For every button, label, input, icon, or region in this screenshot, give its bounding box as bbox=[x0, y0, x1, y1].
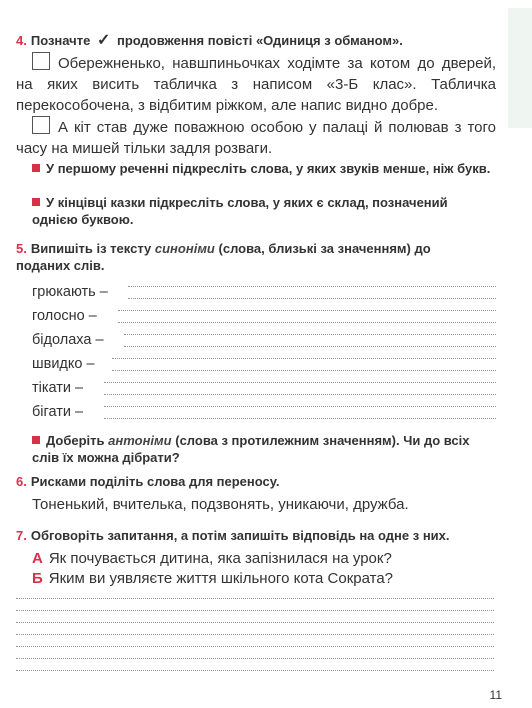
answer-line[interactable] bbox=[16, 658, 494, 659]
task-4-subtask-1 bbox=[32, 160, 492, 177]
check-mark-icon: ✓ bbox=[96, 32, 111, 49]
answer-line[interactable] bbox=[104, 418, 496, 419]
task-5-text-before: Випишіть із тексту bbox=[30, 241, 152, 256]
task-6-words: Тоненький, вчителька, подзвонять, уникаючи, дружба. bbox=[32, 496, 409, 513]
task-6-number: 6. bbox=[16, 474, 27, 489]
task-4-label-after: продовження повісті «Одиниця з обманом». bbox=[116, 33, 403, 48]
answer-line[interactable] bbox=[16, 598, 494, 599]
bullet-square-icon bbox=[32, 436, 40, 444]
word-label: тікати – bbox=[32, 380, 84, 396]
option-1-text: Обережненько, навшпиньочках ходімте за котом до дверей, на яких висить табличка з написом «3-Б клас». Табличка перекособочена, з відбитим ріжком, але напис видно добре. bbox=[16, 55, 496, 114]
answer-line[interactable] bbox=[128, 298, 496, 299]
word-label: бігати – bbox=[32, 404, 84, 420]
bullet-square-icon bbox=[32, 164, 40, 172]
task-5-number: 5. bbox=[16, 241, 27, 256]
answer-line[interactable] bbox=[104, 394, 496, 395]
subtask-2-text: У кінцівці казки підкресліть слова, у яких є склад, позначений однією буквою. bbox=[32, 195, 448, 227]
option-1-checkbox[interactable] bbox=[32, 52, 50, 70]
question-b-text: Яким ви уявляєте життя шкільного кота Сократа? bbox=[48, 570, 394, 587]
task-4-option-1 bbox=[16, 52, 496, 116]
question-a-letter: А bbox=[32, 550, 43, 567]
task-4-heading bbox=[16, 30, 403, 50]
word-row bbox=[32, 308, 496, 330]
word-row bbox=[32, 332, 496, 354]
dotted-line bbox=[124, 334, 496, 335]
word-label: бідолаха – bbox=[32, 332, 104, 348]
word-label: грюкають – bbox=[32, 284, 108, 300]
task-6-heading bbox=[16, 474, 279, 489]
option-2-checkbox[interactable] bbox=[32, 116, 50, 134]
task-5-sub-after: (слова з протилежним значенням). Чи до всіх слів їх можна дібрати? bbox=[32, 433, 470, 465]
task-7-heading bbox=[16, 528, 450, 543]
task-4-number: 4. bbox=[16, 33, 27, 48]
task-7-label: Обговоріть запитання, а потім запишіть відповідь на одне з них. bbox=[30, 528, 450, 543]
question-b bbox=[32, 570, 393, 587]
word-row bbox=[32, 284, 496, 306]
word-row bbox=[32, 380, 496, 402]
task-5-subtask bbox=[32, 432, 492, 466]
dotted-line bbox=[118, 310, 496, 311]
task-5-sub-emphasis: антоніми bbox=[108, 433, 172, 448]
dotted-line bbox=[104, 406, 496, 407]
answer-line[interactable] bbox=[16, 622, 494, 623]
word-label: швидко – bbox=[32, 356, 95, 372]
margin-decoration bbox=[508, 8, 532, 128]
task-5-text-after: (слова, близькі за значенням) до поданих слів. bbox=[16, 241, 431, 273]
dotted-line bbox=[104, 382, 496, 383]
task-6-label: Рисками поділіть слова для переносу. bbox=[30, 474, 280, 489]
task-5-heading bbox=[16, 240, 486, 274]
answer-line[interactable] bbox=[16, 646, 494, 647]
task-4-subtask-2 bbox=[32, 194, 492, 228]
task-5-sub-before: Доберіть bbox=[46, 433, 105, 448]
page-number: 11 bbox=[489, 688, 502, 702]
subtask-1-text: У першому реченні підкресліть слова, у яких звуків менше, ніж букв. bbox=[46, 161, 491, 176]
option-2-text: А кіт став дуже поважною особою у палаці й полював з того часу на мишей тільки задля розваги. bbox=[16, 119, 496, 157]
word-row bbox=[32, 356, 496, 378]
dotted-line bbox=[128, 286, 496, 287]
task-5-emphasis: синоніми bbox=[154, 241, 215, 256]
word-row bbox=[32, 404, 496, 426]
answer-line[interactable] bbox=[112, 370, 496, 371]
answer-line[interactable] bbox=[124, 346, 496, 347]
answer-line[interactable] bbox=[16, 670, 494, 671]
answer-line[interactable] bbox=[118, 322, 496, 323]
question-a-text: Як почувається дитина, яка запізнилася на урок? bbox=[48, 550, 392, 567]
answer-line[interactable] bbox=[16, 634, 494, 635]
word-label: голосно – bbox=[32, 308, 97, 324]
bullet-square-icon bbox=[32, 198, 40, 206]
task-4-option-2 bbox=[16, 116, 496, 159]
answer-line[interactable] bbox=[16, 610, 494, 611]
task-4-label-before: Позначте bbox=[30, 33, 91, 48]
question-b-letter: Б bbox=[32, 570, 43, 587]
question-a bbox=[32, 550, 392, 567]
dotted-line bbox=[112, 358, 496, 359]
task-7-number: 7. bbox=[16, 528, 27, 543]
